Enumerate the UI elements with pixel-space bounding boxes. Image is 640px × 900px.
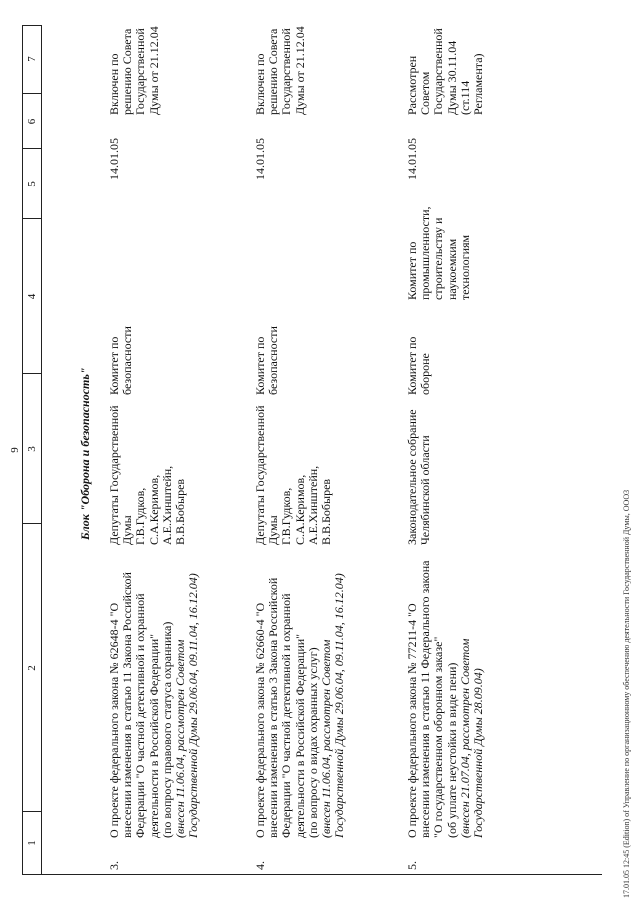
row-3-date: 14.01.05 [107,138,121,180]
row-4-initiator: Депутаты Государственной Думы Г.В.Гудков, С.А.Керимов, А.Е.Хинштейн, В.В.Бобырев [253,405,334,545]
footer-stamp: 17.01.05 12:45 (Edition) of Управление по организационному обеспечению деятельности Государственной Думы, ООО3 [622,489,631,898]
row-4-date: 14.01.05 [253,138,267,180]
header-col-4: 4 [26,293,38,300]
header-col-3: 3 [26,446,38,452]
column-number-header [22,25,42,875]
header-col-2: 2 [26,665,38,671]
row-4-status: Включен по решению Совета Государственной Думы от 21.12.04 [253,26,307,115]
row-5-initiator: Законодательное собрание Челябинской области [405,409,433,545]
row-4-title: О проекте федерального закона № 62660-4 "О внесении изменения в статью 3 Закона Российской Федерации "О частной детективной и охранной деятельности в Российской Федерации" (по вопросу о видах охранных услуг) [253,577,320,838]
row-4-note: (внесен 11.06.04, рассмотрен Советом Государственной Думы 29.06.04, 09.11.04, 16.12.04) [319,573,347,838]
page-number: 9 [9,447,21,453]
row-5-co-committee: Комитет по промышленности, строительству и наукоемким технологиям [405,206,472,300]
header-col-7: 7 [26,56,38,62]
row-5-note: (внесен 21.07.04, рассмотрен Советом Государственной Думы 28.09.04) [457,638,486,838]
row-3-title-block [108,553,200,838]
row-5-committee: Комитет по обороне [405,336,433,395]
row-5-title: О проекте федерального закона № 77211-4 "О внесении изменения в статью 11 Федерального закона "О государственном оборонном заказе" (об уплате неустойки в виде пени) [405,560,459,838]
row-4-committee: Комитет по безопасности [253,326,281,395]
row-3-number: 3. [107,861,121,870]
row-4-title-block [254,553,346,838]
row-3-title: О проекте федерального закона № 62648-4 "О внесении изменения в статью 11 Закона Российской Федерации "О частной детективной и охранной деятельности в Российской Федерации" (по вопросу правового статуса охранника) [107,572,174,838]
row-5-title-block [406,553,485,838]
header-col-6: 6 [26,118,38,125]
row-5-status: Рассмотрен Советом Государственной Думы 30.11.04 (ст.114 Регламента) [405,28,486,115]
row-4-number: 4. [253,861,267,870]
header-col-1: 1 [26,840,38,846]
block-title: Блок "Оборона и безопасность" [78,367,92,540]
row-3-initiator: Депутаты Государственной Думы Г.В.Гудков, С.А.Керимов, А.Е.Хинштейн, В.В.Бобырев [107,405,188,545]
row-5-number: 5. [405,861,419,870]
header-col-5: 5 [26,181,38,187]
row-3-committee: Комитет по безопасности [107,326,135,395]
table-left-border [42,874,602,875]
row-3-note: (внесен 11.06.04, рассмотрен Советом Государственной Думы 29.06.04, 09.11.04, 16.12.04) [173,573,201,838]
row-5-date: 14.01.05 [405,138,419,180]
row-3-status: Включен по решению Совета Государственной Думы от 21.12.04 [107,26,161,115]
